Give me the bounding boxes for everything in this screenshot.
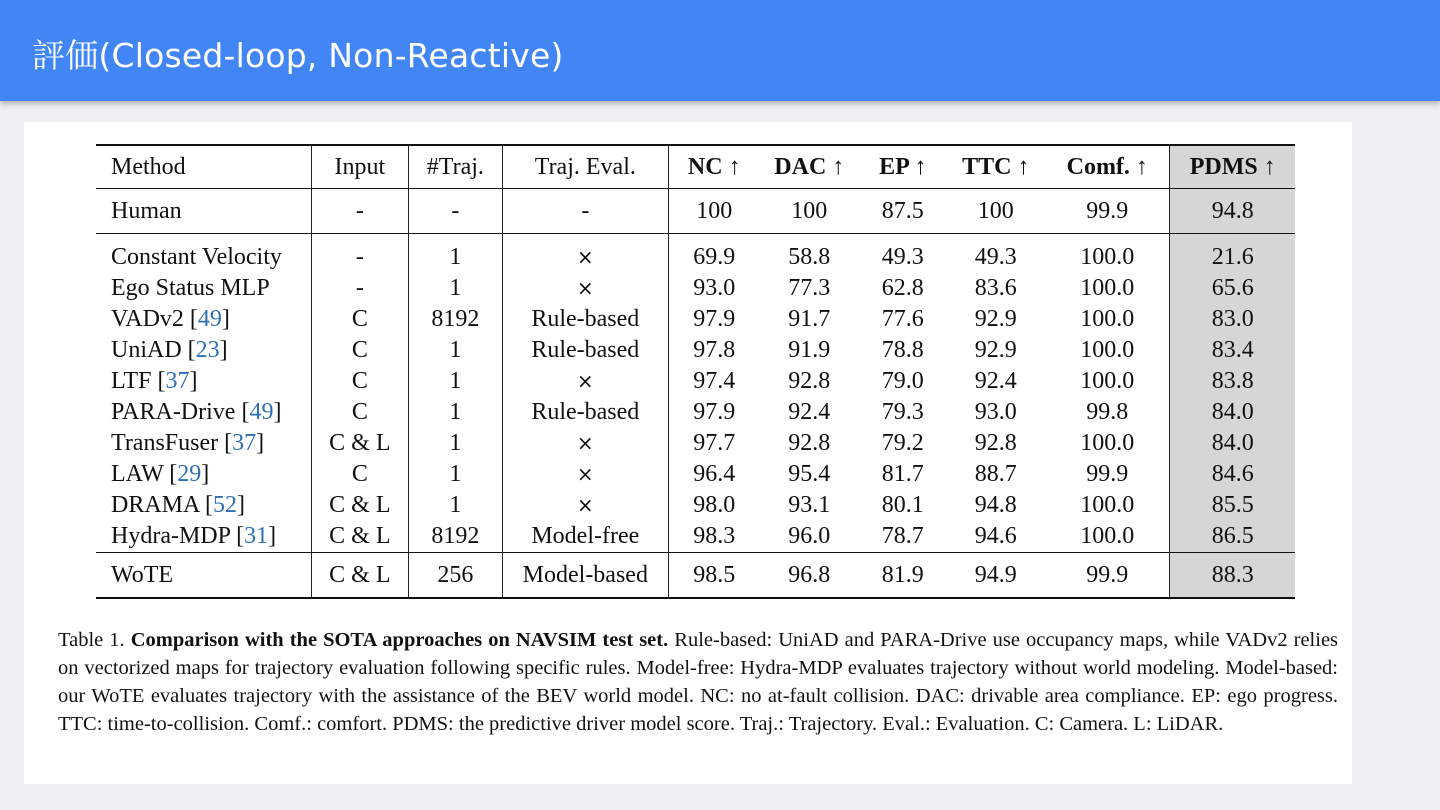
table-row: [96, 234, 1295, 274]
cell-input: -: [311, 273, 409, 304]
cell-dac: 91.7: [788, 306, 831, 332]
cell-dac: 77.3: [788, 275, 831, 301]
cell-nc: 98.3: [669, 521, 760, 553]
cell-comf: 100.0: [1080, 275, 1135, 301]
cell-pdms: 83.4: [1170, 335, 1295, 366]
citation-link[interactable]: 37: [165, 368, 190, 394]
cell-pdms: 85.5: [1170, 490, 1295, 521]
paper-figure: [24, 122, 1352, 784]
cell-input: C: [311, 335, 409, 366]
cell-method: LTF [37]: [111, 368, 198, 394]
header-dac: DAC ↑: [760, 145, 860, 189]
cell-method: LAW [29]: [111, 461, 210, 487]
cell-nc: 97.8: [669, 335, 760, 366]
method-name: Ego Status MLP: [111, 275, 270, 301]
cell-nc: 100: [669, 189, 760, 234]
table-row: [96, 366, 1295, 397]
title-bar: [0, 0, 1440, 101]
cell-input: -: [311, 189, 409, 234]
cell-traj: 1: [409, 273, 503, 304]
table-row: [96, 189, 1295, 234]
cell-pdms: 88.3: [1170, 553, 1295, 599]
method-name: WoTE: [111, 562, 174, 588]
cell-method: [96, 234, 311, 274]
cell-ep: 79.3: [881, 399, 924, 425]
cell-nc: 69.9: [669, 234, 760, 274]
header-eval: Traj. Eval.: [502, 145, 668, 189]
citation-link[interactable]: 23: [195, 337, 220, 363]
method-name: DRAMA: [111, 492, 200, 518]
cell-ttc: 100: [947, 189, 1046, 234]
citation-link[interactable]: 31: [244, 523, 269, 549]
method-name: VADv2: [111, 306, 184, 332]
cell-pdms: 84.6: [1170, 459, 1295, 490]
method-name: LAW: [111, 461, 164, 487]
cell-ep: 79.2: [881, 430, 924, 456]
cell-comf: 99.9: [1045, 553, 1170, 599]
cell-eval: ×: [502, 428, 668, 459]
cell-eval: Model-free: [502, 521, 668, 553]
cell-pdms: 21.6: [1170, 234, 1295, 274]
cell-eval: Rule-based: [502, 397, 668, 428]
cell-dac: 92.8: [788, 368, 831, 394]
cell-method: [96, 273, 311, 304]
method-name: TransFuser: [111, 430, 219, 456]
cell-pdms: 65.6: [1170, 273, 1295, 304]
header-ttc: TTC ↑: [947, 145, 1046, 189]
table-row: [96, 521, 1295, 553]
cell-comf: 100.0: [1080, 244, 1135, 270]
cell-ep: 78.7: [881, 523, 924, 549]
cell-method: [96, 553, 311, 599]
header-method: Method: [96, 145, 311, 189]
table-row: [96, 459, 1295, 490]
cell-dac: 93.1: [788, 492, 831, 518]
cell-traj: 1: [409, 335, 503, 366]
cell-input: C & L: [311, 428, 409, 459]
citation-link[interactable]: 29: [177, 461, 202, 487]
cell-nc: 97.4: [669, 366, 760, 397]
cell-eval: ×: [502, 273, 668, 304]
cell-comf: 100.0: [1080, 306, 1135, 332]
cell-ep: 79.0: [881, 368, 924, 394]
cell-method: UniAD [23]: [111, 337, 228, 363]
cell-method: Hydra-MDP [31]: [111, 523, 277, 549]
cell-dac: 95.4: [788, 461, 831, 487]
cell-eval: ×: [502, 459, 668, 490]
cell-nc: 97.7: [669, 428, 760, 459]
results-table: [96, 144, 1295, 599]
cell-input: C & L: [311, 553, 409, 599]
method-name: Human: [111, 198, 182, 224]
cell-traj: 1: [409, 366, 503, 397]
table-row: [96, 335, 1295, 366]
method-name: UniAD: [111, 337, 182, 363]
cell-dac: 91.9: [788, 337, 831, 363]
header-ep: EP ↑: [859, 145, 946, 189]
cell-dac: 96.8: [760, 553, 860, 599]
citation-link[interactable]: 52: [213, 492, 238, 518]
cell-dac: 100: [760, 189, 860, 234]
cell-dac: 58.8: [788, 244, 831, 270]
cell-dac: 92.4: [788, 399, 831, 425]
cell-comf: 100.0: [1080, 523, 1135, 549]
cell-input: C: [311, 304, 409, 335]
citation-link[interactable]: 37: [232, 430, 257, 456]
cell-ep: 78.8: [881, 337, 924, 363]
cell-eval: Rule-based: [502, 335, 668, 366]
cell-input: C: [311, 459, 409, 490]
cell-ttc: 92.8: [974, 430, 1017, 456]
cell-comf: 100.0: [1080, 368, 1135, 394]
header-traj: #Traj.: [409, 145, 503, 189]
table-row: [96, 304, 1295, 335]
cell-method: TransFuser [37]: [111, 430, 265, 456]
cell-method: DRAMA [52]: [111, 492, 246, 518]
table-row: [96, 273, 1295, 304]
cell-traj: 256: [409, 553, 503, 599]
cell-method: PARA-Drive [49]: [111, 399, 282, 425]
cell-pdms: 84.0: [1170, 428, 1295, 459]
cell-eval: Model-based: [502, 553, 668, 599]
cell-ttc: 94.8: [974, 492, 1017, 518]
cell-ep: 62.8: [881, 275, 924, 301]
cell-traj: 1: [409, 397, 503, 428]
cell-nc: 98.0: [669, 490, 760, 521]
cell-comf: 100.0: [1080, 337, 1135, 363]
caption-text: Rule-based: UniAD and PARA-Drive use occupancy maps, while VADv2 relies on vectorized maps for trajectory evaluation following specific rules. Model-free: Hydra-MDP evaluates trajectory without world modeling. Model-based: our WoTE evaluates trajectory with the assistance of the BEV world model. NC: no at-fault collision. DAC: drivable area compliance. EP: ego progress. TTC: time-to-collision. Comf.: comfort. PDMS: the predictive driver model score. Traj.: Trajectory. Eval.: Evaluation. C: Camera. L: LiDAR.: [58, 629, 1339, 735]
method-name: PARA-Drive: [111, 399, 236, 425]
cell-ttc: 92.9: [974, 337, 1017, 363]
cell-ep: 81.7: [881, 461, 924, 487]
cell-ttc: 92.9: [974, 306, 1017, 332]
cell-ttc: 94.6: [974, 523, 1017, 549]
cell-ep: 81.9: [859, 553, 946, 599]
cell-input: C & L: [311, 490, 409, 521]
method-name: LTF: [111, 368, 152, 394]
cell-input: -: [311, 234, 409, 274]
citation-link[interactable]: 49: [197, 306, 222, 332]
cell-traj: 8192: [409, 304, 503, 335]
caption-label: Table 1.: [58, 629, 125, 651]
cell-eval: -: [502, 189, 668, 234]
header-pdms: PDMS ↑: [1170, 145, 1295, 189]
cell-ttc: 93.0: [974, 399, 1017, 425]
cell-pdms: 83.0: [1170, 304, 1295, 335]
cell-traj: 1: [409, 490, 503, 521]
cell-traj: -: [409, 189, 503, 234]
cell-method: VADv2 [49]: [111, 306, 230, 332]
cell-ttc: 92.4: [974, 368, 1017, 394]
method-name: Hydra-MDP: [111, 523, 231, 549]
cell-ttc: 94.9: [947, 553, 1046, 599]
cell-dac: 92.8: [788, 430, 831, 456]
cell-nc: 93.0: [669, 273, 760, 304]
cell-input: C: [311, 397, 409, 428]
cell-eval: ×: [502, 490, 668, 521]
cell-method: [96, 189, 311, 234]
header-input: Input: [311, 145, 409, 189]
cell-pdms: 86.5: [1170, 521, 1295, 553]
cell-comf: 100.0: [1080, 492, 1135, 518]
cell-traj: 1: [409, 459, 503, 490]
cell-ep: 87.5: [859, 189, 946, 234]
table-row: [96, 397, 1295, 428]
cell-ttc: 88.7: [974, 461, 1017, 487]
cell-eval: ×: [502, 234, 668, 274]
cell-pdms: 83.8: [1170, 366, 1295, 397]
cell-traj: 1: [409, 428, 503, 459]
header-comf: Comf. ↑: [1045, 145, 1170, 189]
cell-comf: 100.0: [1080, 430, 1135, 456]
cell-ep: 49.3: [881, 244, 924, 270]
cell-pdms: 84.0: [1170, 397, 1295, 428]
citation-link[interactable]: 49: [249, 399, 274, 425]
cell-nc: 98.5: [669, 553, 760, 599]
caption-title: Comparison with the SOTA approaches on NAVSIM test set.: [130, 629, 669, 651]
slide-title: 評価(Closed-loop, Non-Reactive): [32, 36, 564, 75]
cell-pdms: 94.8: [1170, 189, 1295, 234]
cell-input: C: [311, 366, 409, 397]
cell-traj: 8192: [409, 521, 503, 553]
cell-traj: 1: [409, 234, 503, 274]
cell-nc: 97.9: [669, 304, 760, 335]
cell-comf: 99.9: [1086, 461, 1129, 487]
header-nc: NC ↑: [669, 145, 760, 189]
cell-comf: 99.8: [1086, 399, 1129, 425]
method-name: Constant Velocity: [111, 244, 282, 270]
cell-ttc: 49.3: [974, 244, 1017, 270]
cell-nc: 96.4: [669, 459, 760, 490]
table-row: [96, 490, 1295, 521]
cell-eval: Rule-based: [502, 304, 668, 335]
cell-dac: 96.0: [788, 523, 831, 549]
cell-ep: 80.1: [881, 492, 924, 518]
cell-nc: 97.9: [669, 397, 760, 428]
table-row: [96, 428, 1295, 459]
cell-input: C & L: [311, 521, 409, 553]
cell-ttc: 83.6: [974, 275, 1017, 301]
cell-eval: ×: [502, 366, 668, 397]
table-row: [96, 553, 1295, 599]
cell-comf: 99.9: [1045, 189, 1170, 234]
cell-ep: 77.6: [881, 306, 924, 332]
table-caption: [58, 626, 1338, 738]
table-header-row: [96, 145, 1295, 189]
